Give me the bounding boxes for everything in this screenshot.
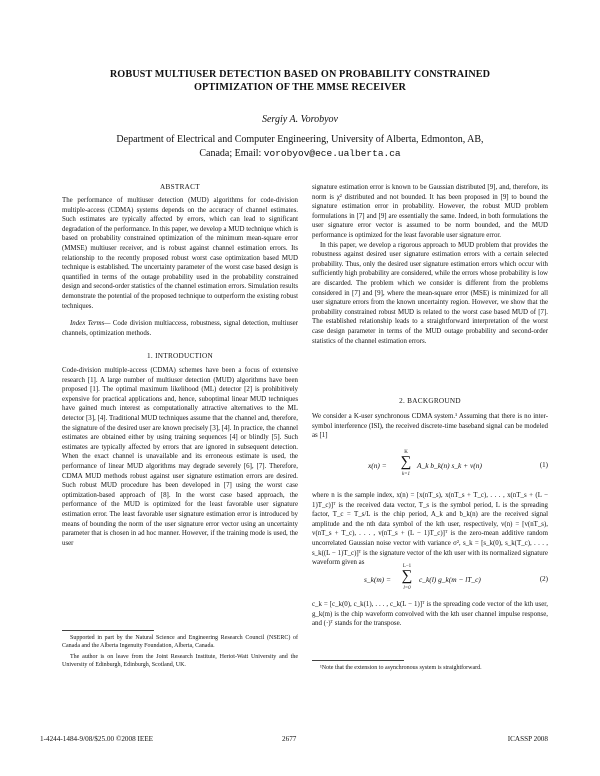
footnote-funding: Supported in part by the Natural Science and Engineering Research Council (NSERC) of Canada and the Alberta Ingenuity Foundation, Alberta, Canada. bbox=[62, 635, 298, 649]
intro-heading: 1. INTRODUCTION bbox=[147, 352, 213, 360]
eq1-sum-lower: k=1 bbox=[401, 472, 411, 477]
footnote-rule-right bbox=[312, 660, 404, 661]
eq1-sum-upper: K bbox=[404, 450, 408, 455]
abstract-heading: ABSTRACT bbox=[160, 183, 200, 191]
title-line-1: ROBUST MULTIUSER DETECTION BASED ON PROBABILITY CONSTRAINED bbox=[109, 69, 491, 80]
eq2-sum-upper: L−1 bbox=[402, 564, 412, 569]
eq1-rhs: A_k b_k(n) s_k + v(n) bbox=[417, 461, 482, 470]
eq2-sum-lower: l=0 bbox=[403, 586, 411, 591]
right-paragraph-2: In this paper, we develop a rigorous approach to MUD problem that provides the robustness against desired user signature estimation errors with a certain selected probability. Thus, only the desired user signature estimation errors which occur with sufficiently high probability are considered, while the errors whose probability is low are discarded. The problem which we consider is different from the problems considered in [7] and [9], where the mean-square error (MSE) is minimized for all user signature errors from the known uncertainty region. However, we show that the probability constrained robust MUD is related to the worst case based MUD of [7]. The established relationship leads to a straightforward interpretation of the worst case design parameter in terms of the MUD outage probability and second-order statistics of the channel estimation errors. bbox=[312, 241, 548, 345]
right-column-intro bbox=[312, 183, 548, 346]
abstract-text: The performance of multiuser detection (MUD) algorithms for code-division multiple-access (CDMA) systems depends on the accuracy of channel estimates. Such estimates are typically affected by errors, which can lead to significant degradation of the performance. In this paper, we develop a MUD technique which is based on probability constrained optimization of the minimum mean-square error (MMSE) multiuser receiver, and is robust against channel estimation errors. Its relationship to the recently proposed robust worst case optimization based MUD technique is established. The uncertainty parameter of the worst case based design is quantified in terms of the outage probability used in the probability constrained design and second-order statistics of the channel estimation errors. Simulation results demonstrate the potential of the proposed technique to outperform the existing robust techniques. bbox=[62, 197, 298, 310]
background-body-2 bbox=[312, 491, 548, 568]
index-terms-label: Index Terms— bbox=[70, 320, 111, 327]
equation-2 bbox=[312, 564, 548, 596]
footnote-right: ¹Note that the extension to asynchronous system is straightforward. bbox=[320, 665, 482, 671]
affiliation-prefix: Canada; Email: bbox=[199, 148, 262, 159]
eq1-sum-symbol: ∑ bbox=[400, 454, 412, 470]
eq2-sum-symbol: ∑ bbox=[401, 568, 413, 584]
index-terms-text: Code division multiaccess, robustness, signal detection, multiuser channels, optimization methods. bbox=[62, 320, 298, 337]
background-paragraph-1: We consider a K-user synchronous CDMA system.¹ Assuming that there is no inter-symbol interference (ISI), the received discrete-time baseband signal can be modeled as [1] bbox=[312, 413, 548, 440]
paper-title bbox=[60, 68, 540, 94]
eq2-rhs: c_k(l) g_k(m − lT_c) bbox=[419, 575, 481, 584]
affiliation-line-1: Department of Electrical and Computer Engineering, University of Alberta, Edmonton, AB, bbox=[116, 134, 484, 145]
eq2-lhs: s_k(m) = bbox=[364, 575, 391, 584]
eq1-number: (1) bbox=[539, 461, 548, 469]
right-paragraph-1: signature estimation error is known to be Gaussian distributed [9], and, therefore, its norm is χ² distributed and not bounded. It has been proposed in [9] to bound the signature estimation error in probability. However, the robust MUD problem formulations in [7] and [9] are essentially the same. Indeed, in both formulations the user signature error vector is assumed to be norm bounded, and the MUD performance is optimized for the least favorable user signature error. bbox=[312, 184, 548, 239]
index-terms bbox=[62, 319, 298, 338]
background-heading: 2. BACKGROUND bbox=[399, 397, 461, 405]
background-paragraph-3: c_k = [c_k(0), c_k(1), . . . , c_k(L − 1)]ᵀ is the spreading code vector of the kth user, g_k(m) is the chip waveform convolved with the kth user channel impulse response, and (·)ᵀ stands for the transpose. bbox=[312, 601, 548, 628]
footer-page-number: 2677 bbox=[282, 735, 297, 743]
eq1-lhs: x(n) = bbox=[368, 461, 387, 470]
footnote-rule-left bbox=[62, 630, 154, 631]
footer-conference: ICASSP 2008 bbox=[507, 735, 548, 743]
author-name: Sergiy A. Vorobyov bbox=[261, 114, 338, 125]
eq2-number: (2) bbox=[539, 575, 548, 583]
title-line-2: OPTIMIZATION OF THE MMSE RECEIVER bbox=[194, 82, 406, 93]
background-body-1 bbox=[312, 412, 548, 441]
footnotes-left bbox=[62, 634, 298, 669]
footer-copyright: 1-4244-1484-9/08/$25.00 ©2008 IEEE bbox=[40, 735, 154, 743]
intro-body bbox=[62, 366, 298, 548]
abstract-body bbox=[62, 196, 298, 311]
background-paragraph-2: where n is the sample index, x(n) = [x(nT_s), x(nT_s + T_c), . . . , x(nT_s + (L − 1)T_c)]ᵀ is the received data vector, T_s is the symbol period, L is the spreading factor, T_c = T_s/L is the chip period, A_k and b_k(n) are the received signal amplitude and the nth data symbol of the kth user, respectively, v(n) = [v(nT_s), v(nT_s + T_c), . . . , v(nT_s + (L − 1)T_c)]ᵀ is the zero-mean additive random uncorrelated Gaussian noise vector with variance σ², s_k = [s_k(0), s_k(T_c), . . . , s_k((L − 1)T_c)]ᵀ is the signature vector of the kth user with its normalized signature waveform given as bbox=[312, 492, 548, 567]
email-link[interactable]: vorobyov@ece.ualberta.ca bbox=[263, 148, 401, 159]
affiliation-line-2 bbox=[60, 147, 540, 161]
intro-text: Code-division multiple-access (CDMA) schemes have been a focus of extensive research [1]. A large number of multiuser detection (MUD) algorithms have been proposed [1]. The optimal maximum likelihood (ML) detector [2] is prohibitively expensive for practical applications and, hence, suboptimal linear MUD techniques have gained much interest as computationally attractive alternatives to the ML detector [3], [4]. Traditional MUD techniques assume that the channel and, therefore, the signature of the desired user are known precisely [3], [4]. In practice, the channel estimates are obtained either by using training sequences [4] or blindly [5]. Such estimates are typically affected by errors that are ignored in subsequent detection. When the exact channel is unavailable and its erroneous estimate is used, the performance of linear MUD algorithms may degrade severely [6], [7]. Therefore, CDMA MUD methods robust against user signature estimation errors are desired. Such robust MUD procedure has been developed in [7] using the worst case optimization-based approach of [8]. In the worst case based approach, the performance of the MUD is optimized for the least favorable user signature estimation error. The least favorable user signature estimation error is introduced by means of bounding the norm of the user signature error vector using an uncertainty parameter that is chosen in ad hoc manner. However, if the training mode is used, the user bbox=[62, 367, 298, 547]
affiliation bbox=[60, 133, 540, 161]
background-body-3 bbox=[312, 600, 548, 629]
footnote-affiliation: The author is on leave from the Joint Research Institute, Heriot-Watt University and the University of Edinburgh, Edinburgh, Scotland, UK. bbox=[62, 654, 298, 668]
equation-1 bbox=[312, 450, 548, 482]
